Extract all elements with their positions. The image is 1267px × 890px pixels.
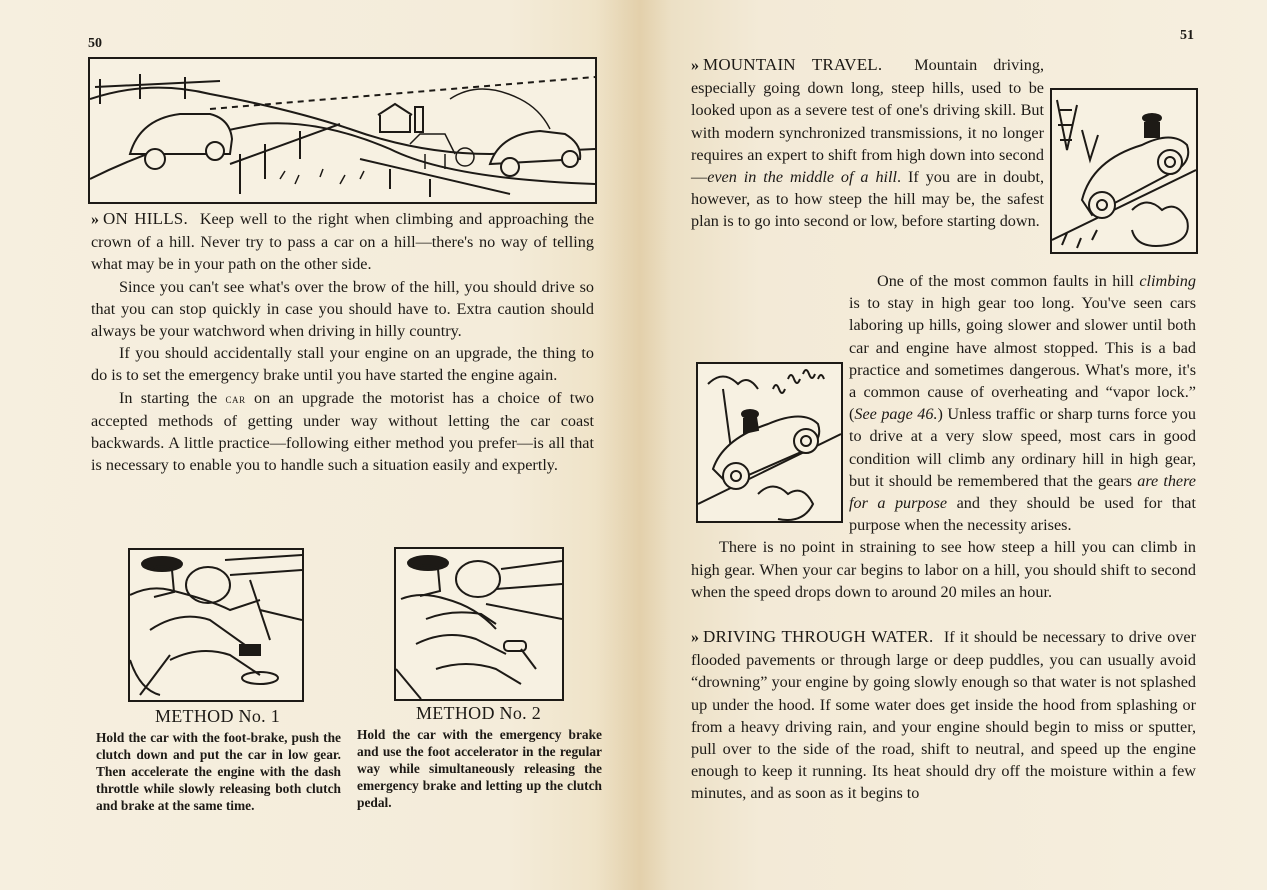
section-heading: MOUNTAIN TRAVEL. xyxy=(703,55,883,74)
illustration-method-1 xyxy=(128,548,304,702)
small-caps-word: car xyxy=(225,390,246,406)
paragraph: In starting the car on an upgrade the motorist has a choice of two accepted methods of getting under way without letting the car coast backwards. A little practice—following either method you prefer—is all that is necessary to enable you to handle such a situation easily and expertly. xyxy=(91,388,594,475)
mountain-travel-section: » MOUNTAIN TRAVEL. Mountain driving, especially going down long, steep hills, used to be looked upon as a severe test of one's driving skill. But with modern synchronized transmissions, it no longer requires an expert to shift from high down into second—even in the middle of a hill. If you are in doubt, however, as to how steep the hill may be, the safest plan is to go into second or low, before starting down. xyxy=(691,55,1044,231)
hill-climbing-section: One of the most common faults in hill climbing is to stay in high gear too long. You've seen cars laboring up hills, going slower and slower until both car and engine have almost stopped. This is a bad practice and sometimes dangerous. What's more, it's a common cause of overheating and “vapor lock.” (See page 46.) Unless traffic or sharp turns force you to drive at a very slow speed, most cars in good condition will climb any ordinary hill in high gear, but it should be remembered that the gears are there for a purpose and they should be used for that purpose when the necessity arises. There is no point in straining to see how steep a hill you can climb in high gear. When your car begins to labor on a hill, you should shift to second when the speed drops down to around 20 miles an hour. xyxy=(691,270,1196,603)
right-page xyxy=(634,0,1267,890)
method-1-title: METHOD No. 1 xyxy=(154,706,281,726)
method-2-caption: Hold the car with the emergency brake and use the foot accelerator in the regular way while simultaneously releasing the emergency brake and letting up the clutch pedal. xyxy=(357,727,602,810)
hill-road-scene-icon xyxy=(90,59,595,202)
page-number: 51 xyxy=(1180,28,1194,43)
section-marker-icon: » xyxy=(91,211,97,228)
method-1-caption: Hold the car with the foot-brake, push the clutch down and put the car in low gear. Then accelerate the engine with the dash throttle while slowly releasing both clutch and brake at the same time. xyxy=(96,730,341,813)
paragraph: If you should accidentally stall your engine on an upgrade, the thing to do is to set the emergency brake until you have started the engine again. xyxy=(91,344,594,385)
page-number: 50 xyxy=(88,36,102,51)
on-hills-section xyxy=(91,208,594,476)
driving-through-water-section: » DRIVING THROUGH WATER. If it should be necessary to drive over flooded pavements or through large or deep puddles, you can usually avoid “drowning” your engine by going slowly enough so that water is not splashed up under the hood. If some water does get inside the hood from splashing or from a heavy driving rain, and your engine should begin to miss or sputter, pull over to the side of the road, shift to neutral, and speed up the engine enough to keep it running. Its heat should dry off the moisture within a few minutes, and as soon as it begins to xyxy=(691,627,1197,803)
driver-emergency-brake-icon xyxy=(396,549,562,699)
driver-dash-throttle-icon xyxy=(130,550,302,700)
paragraph: There is no point in straining to see how steep a hill you can climb in high gear. When your car begins to labor on a hill, you should shift to second when the speed drops down to around 20 miles an hour. xyxy=(691,538,1196,601)
paragraph: Keep well to the right when climbing and approaching the crown of a hill. Never try to pass a car on a hill—there's no way of telling what may be in your path on the other side. xyxy=(91,210,595,274)
method-2-title: METHOD No. 2 xyxy=(415,703,542,723)
section-marker-icon: » xyxy=(691,57,697,74)
illustration-method-2 xyxy=(394,547,564,701)
section-heading: DRIVING THROUGH WATER. xyxy=(703,627,934,646)
section-heading: ON HILLS. xyxy=(103,209,188,228)
section-marker-icon: » xyxy=(691,629,697,646)
paragraph: Since you can't see what's over the brow of the hill, you should drive so that you can stop quickly in case you should have to. Extra caution should always be your watchword when driving in hilly country. xyxy=(91,277,594,341)
illustration-hill-passing xyxy=(88,57,597,204)
page-reference-link: See page 46. xyxy=(854,405,938,424)
